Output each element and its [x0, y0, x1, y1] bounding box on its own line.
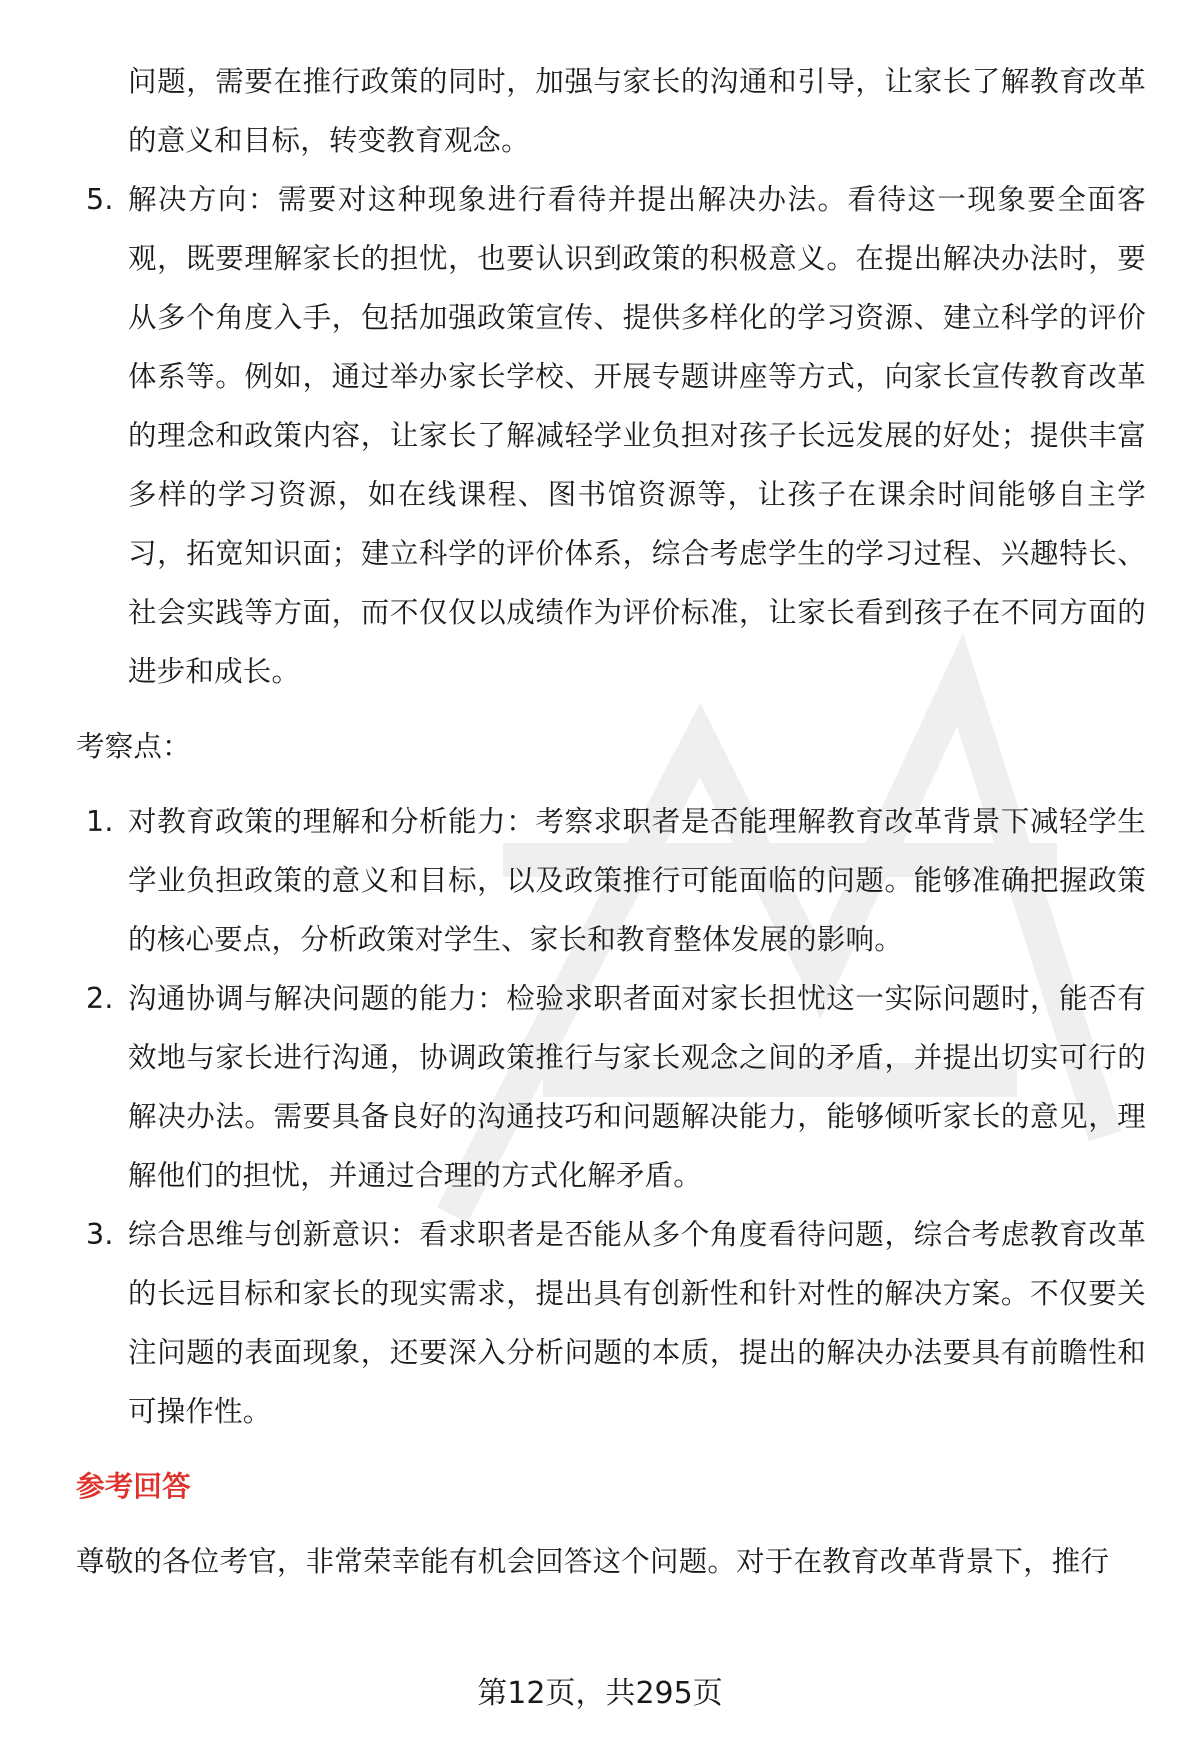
list-item-text: 解决方向：需要对这种现象进行看待并提出解决办法。看待这一现象要全面客观，既要理解家长的担忧，也要认识到政策的积极意义。在提出解决办法时，要从多个角度入手，包括加强政策宣传、提供多样化的学习资源、建立科学的评价体系等。例如，通过举办家长学校、开展专题讲座等方式，向家长宣传教育改革的理念和政策内容，让家长了解减轻学业负担对孩子长远发展的好处；提供丰富多样的学习资源，如在线课程、图书馆资源等，让孩子在课余时间能够自主学习，拓宽知识面；建立科学的评价体系，综合考虑学生的学习过程、兴趣特长、社会实践等方面，而不仅仅以成绩作为评价标准，让家长看到孩子在不同方面的进步和成长。	[128, 183, 1146, 688]
section-heading-kaocha: 考察点：	[76, 730, 191, 763]
list-number: 3.	[86, 1218, 114, 1251]
list-item-5	[76, 170, 1146, 701]
paragraph-continuation: 问题，需要在推行政策的同时，加强与家长的沟通和引导，让家长了解教育改革的意义和目标，转变教育观念。	[128, 65, 1146, 157]
list-number: 5.	[86, 183, 114, 216]
list-item-text: 综合思维与创新意识：看求职者是否能从多个角度看待问题，综合考虑教育改革的长远目标和家长的现实需求，提出具有创新性和针对性的解决方案。不仅要关注问题的表面现象，还要深入分析问题的本质，提出的解决办法要具有前瞻性和可操作性。	[128, 1218, 1146, 1428]
section-heading-reference: 参考回答	[76, 1470, 191, 1503]
list-item	[76, 1205, 1146, 1441]
list-item-text: 对教育政策的理解和分析能力：考察求职者是否能理解教育改革背景下减轻学生学业负担政策的意义和目标，以及政策推行可能面临的问题。能够准确把握政策的核心要点，分析政策对学生、家长和教育整体发展的影响。	[128, 805, 1146, 956]
page-footer: 第12页，共295页	[477, 1676, 723, 1711]
list-number: 2.	[86, 982, 114, 1015]
answer-paragraph: 尊敬的各位考官，非常荣幸能有机会回答这个问题。对于在教育改革背景下，推行	[76, 1545, 1110, 1578]
list-item	[76, 969, 1146, 1205]
list-item	[76, 792, 1146, 969]
list-item-text: 沟通协调与解决问题的能力：检验求职者面对家长担忧这一实际问题时，能否有效地与家长进行沟通，协调政策推行与家长观念之间的矛盾，并提出切实可行的解决办法。需要具备良好的沟通技巧和问题解决能力，能够倾听家长的意见，理解他们的担忧，并通过合理的方式化解矛盾。	[128, 982, 1146, 1192]
content	[76, 52, 1146, 1591]
list-number: 1.	[86, 805, 114, 838]
